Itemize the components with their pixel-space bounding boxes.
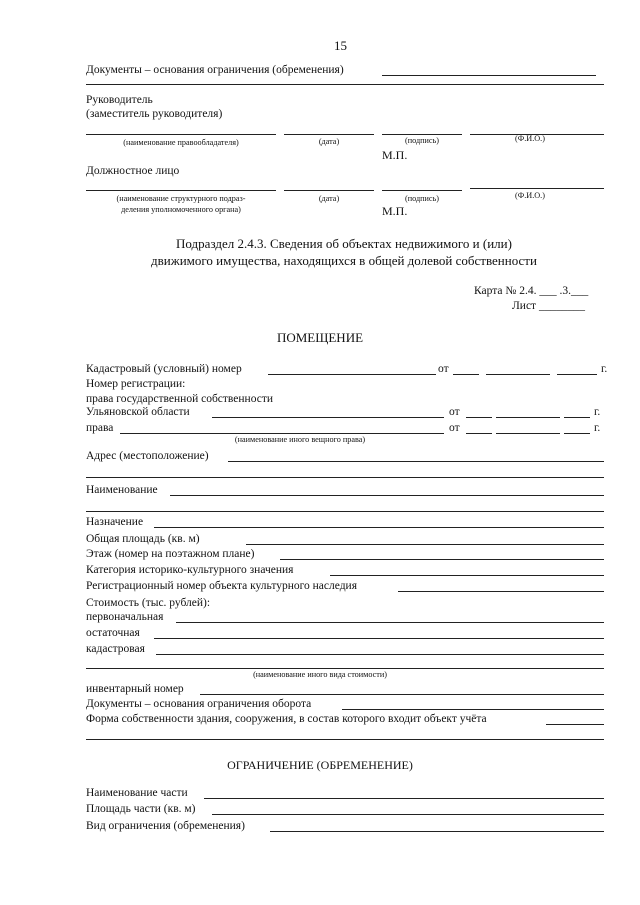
card-number: Карта № 2.4. ___ .3.___ [474,285,589,297]
rights-yearline[interactable] [564,433,590,434]
ulyanovsk-day[interactable] [466,417,492,418]
holder-caption: (наименование правообладателя) [123,138,239,147]
part-name-input[interactable] [204,798,604,799]
cadastral-input[interactable] [268,374,436,375]
cost-other-input[interactable] [86,668,604,669]
head-label: Руководитель [86,94,153,106]
rights-label: права [86,422,114,434]
address-input-2[interactable] [86,477,604,478]
turnover-docs-input[interactable] [342,709,604,710]
docs-basis-label: Документы – основания ограничения (обременения) [86,64,344,76]
heritage-reg-input[interactable] [398,591,604,592]
cadastral-yearline[interactable] [557,374,597,375]
signature-caption-2: (подпись) [405,194,439,203]
date-line-2[interactable] [284,190,374,191]
struct-caption-1: (наименование структурного подраз- [116,194,246,203]
area-label: Общая площадь (кв. м) [86,533,200,545]
struct-line[interactable] [86,190,276,191]
docs-basis-line[interactable] [382,75,596,76]
reg-number-label: Номер регистрации: [86,378,186,390]
cost-initial-label: первоначальная [86,611,164,623]
purpose-input[interactable] [154,527,604,528]
section-title: ПОМЕЩЕНИЕ [276,330,364,345]
name-input[interactable] [170,495,604,496]
struct-caption-2: деления уполномоченного органа) [121,205,241,214]
cadastral-year: г. [601,363,608,375]
category-input[interactable] [330,575,604,576]
address-input[interactable] [228,461,604,462]
floor-input[interactable] [280,559,604,560]
cadastral-from: от [438,363,449,375]
page-number: 15 [334,38,347,53]
signature-line-2[interactable] [382,190,462,191]
cost-label: Стоимость (тыс. рублей): [86,597,211,609]
ulyanovsk-input[interactable] [212,417,444,418]
cost-cadastral-label: кадастровая [86,643,145,655]
signature-caption: (подпись) [405,136,439,145]
stamp-mark-2: М.П. [382,204,408,218]
category-label: Категория историко-культурного значения [86,564,294,576]
date-caption: (дата) [318,137,340,146]
turnover-docs-label: Документы – основания ограничения оборота [86,698,312,710]
restriction-title: ОГРАНИЧЕНИЕ (ОБРЕМЕНЕНИЕ) [227,758,413,772]
reg-state-label: права государственной собственности [86,393,274,405]
heritage-reg-label: Регистрационный номер объекта культурного наследия [86,580,358,592]
date-line[interactable] [284,134,374,135]
cost-residual-label: остаточная [86,627,140,639]
cost-initial-input[interactable] [176,622,604,623]
subsection-heading-2: движимого имущества, находящихся в общей долевой собственности [151,253,537,268]
rights-from: от [449,422,460,434]
inventory-input[interactable] [200,694,604,695]
part-area-label: Площадь части (кв. м) [86,803,196,815]
part-area-input[interactable] [212,814,604,815]
ulyanovsk-year: г. [594,406,601,418]
cadastral-month[interactable] [486,374,550,375]
date-caption-2: (дата) [318,194,340,203]
official-label: Должностное лицо [86,165,180,177]
inventory-label: инвентарный номер [86,683,184,695]
cadastral-day[interactable] [453,374,479,375]
ulyanovsk-yearline[interactable] [564,417,590,418]
ownership-form-input-2[interactable] [86,739,604,740]
fio-caption: (Ф.И.О.) [515,134,545,143]
ulyanovsk-from: от [449,406,460,418]
ownership-form-label: Форма собственности здания, сооружения, в состав которого входит объект учёта [86,713,487,725]
cost-other-caption: (наименование иного вида стоимости) [253,670,387,679]
restriction-type-input[interactable] [270,831,604,832]
rights-caption: (наименование иного вещного права) [234,435,366,444]
address-label: Адрес (местоположение) [86,450,209,462]
deputy-label: (заместитель руководителя) [86,108,223,120]
rights-input[interactable] [120,433,444,434]
docs-basis-line-2[interactable] [86,84,604,85]
cost-cadastral-input[interactable] [156,654,604,655]
name-label: Наименование [86,484,158,496]
sheet-number: Лист ________ [512,300,585,312]
stamp-mark: М.П. [382,148,408,162]
fio-caption-2: (Ф.И.О.) [515,191,545,200]
ulyanovsk-label: Ульяновской области [86,406,190,418]
rights-month[interactable] [496,433,560,434]
name-input-2[interactable] [86,511,604,512]
part-name-label: Наименование части [86,787,188,799]
fio-line-2[interactable] [470,188,604,189]
rights-day[interactable] [466,433,492,434]
cadastral-label: Кадастровый (условный) номер [86,363,242,375]
floor-label: Этаж (номер на поэтажном плане) [86,548,255,560]
rights-year: г. [594,422,601,434]
cost-residual-input[interactable] [154,638,604,639]
restriction-type-label: Вид ограничения (обременения) [86,820,245,832]
ownership-form-input[interactable] [546,724,604,725]
ulyanovsk-month[interactable] [496,417,560,418]
purpose-label: Назначение [86,516,144,528]
signature-line[interactable] [382,134,462,135]
holder-line[interactable] [86,134,276,135]
area-input[interactable] [246,544,604,545]
subsection-heading-1: Подраздел 2.4.3. Сведения об объектах недвижимого и (или) [176,236,512,251]
